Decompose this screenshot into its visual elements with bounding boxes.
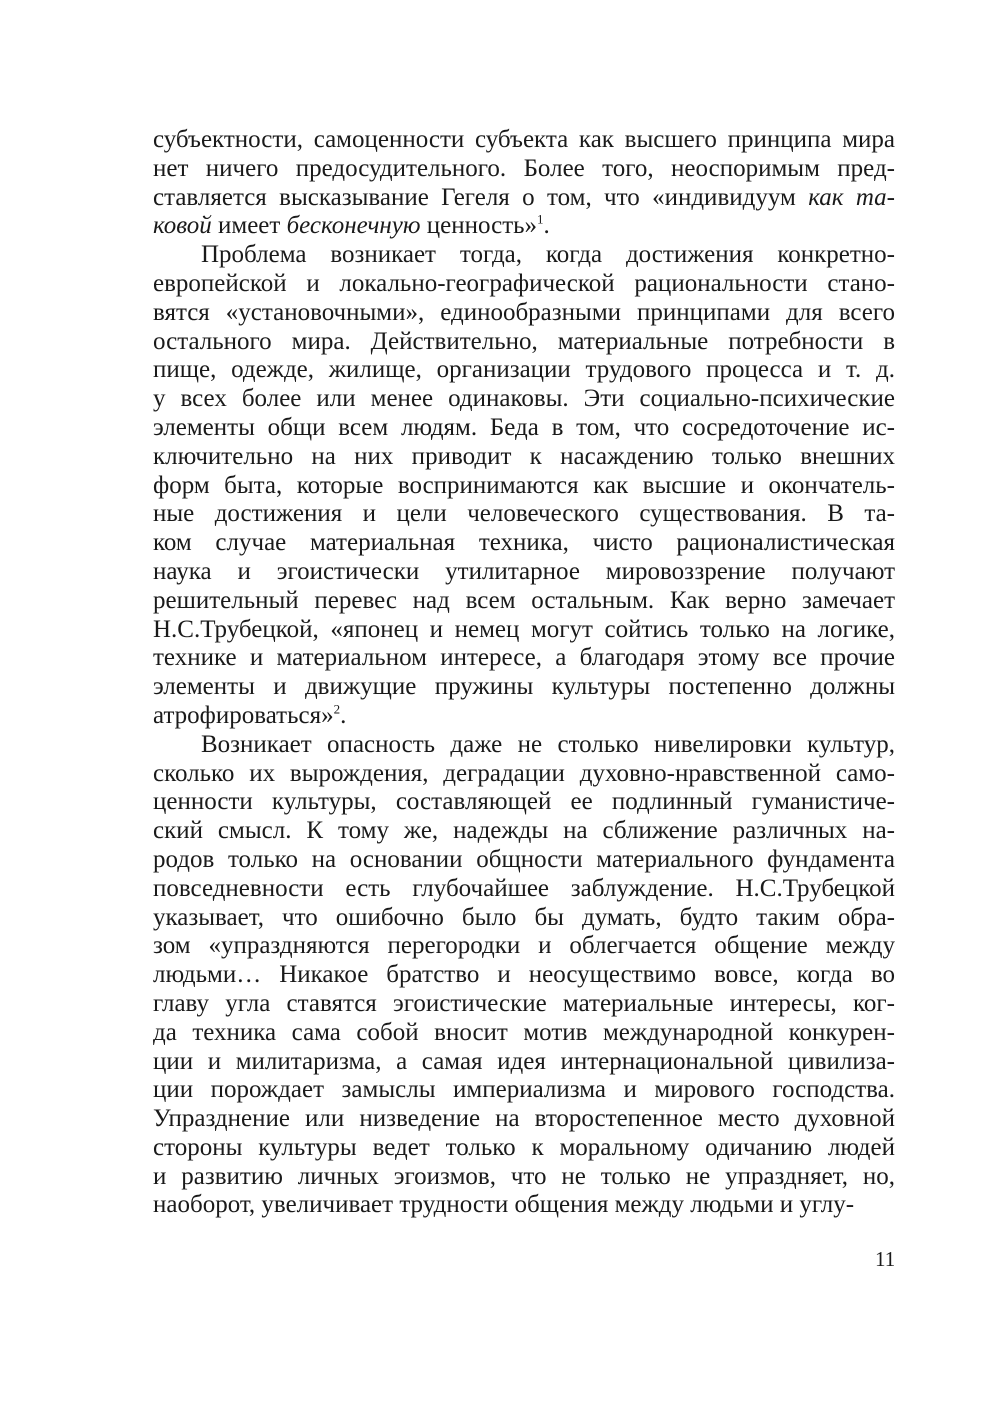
text-run: зом «упраздняются перегородки и облегчается общение между [153, 932, 895, 960]
italic-text: ковой [153, 212, 212, 240]
text-run: ценности культуры, составляющей ее подлинный гуманистиче- [153, 788, 895, 816]
text-run: технике и материальном интересе, а благодаря этому все прочие [153, 644, 895, 672]
italic-text: бесконечную [286, 212, 421, 240]
text-line [153, 558, 895, 587]
text-run: повседневности есть глубочайшее заблуждение. Н.С.Трубецкой [153, 874, 895, 902]
paragraph [153, 126, 895, 241]
text-run: главу угла ставятся эгоистические материальные интересы, ког- [153, 989, 895, 1017]
text-line [153, 414, 895, 443]
text-run: ставляется высказывание Гегеля о том, что «индивидуум [153, 183, 809, 211]
text-line [153, 500, 895, 529]
text-line [153, 961, 895, 990]
text-run: решительный перевес над всем остальным. Как верно замечает [153, 586, 895, 614]
text-run: сколько их вырождения, деградации духовно-нравственной само- [153, 759, 895, 787]
text-run: форм быта, которые воспринимаются как высшие и окончатель- [153, 471, 895, 499]
text-run: Упразднение или низведение на второстепенное место духовной [153, 1105, 895, 1133]
text-line [153, 788, 895, 817]
text-run: пище, одежде, жилище, организации трудового процесса и т. д. [153, 356, 895, 384]
text-line [153, 241, 895, 270]
text-run: родов только на основании общности материального фундамента [153, 845, 895, 873]
text-line [153, 846, 895, 875]
text-line [153, 587, 895, 616]
page-number: 11 [875, 1247, 896, 1271]
text-run: Проблема возникает тогда, когда достижения конкретно- [201, 241, 895, 269]
text-line [153, 299, 895, 328]
footnote-marker: 2 [333, 701, 341, 717]
text-line [153, 932, 895, 961]
text-line [153, 1191, 895, 1220]
text-line [153, 155, 895, 184]
text-run: стороны культуры ведет только к моральному одичанию людей [153, 1133, 895, 1161]
text-run: остального мира. Действительно, материальные потребности в [153, 327, 895, 355]
text-line [153, 1134, 895, 1163]
text-line [153, 616, 895, 645]
text-line [153, 1019, 895, 1048]
text-line [153, 904, 895, 933]
text-run: ции и милитаризма, а самая идея интернациональной цивилиза- [153, 1047, 895, 1075]
text-run: ком случае материальная техника, чисто рационалистическая [153, 529, 895, 557]
text-line [153, 529, 895, 558]
text-run: и развитию личных эгоизмов, что не только не упраздняет, но, [153, 1162, 895, 1190]
text-run: элементы общи всем людям. Беда в том, что сосредоточение ис- [153, 413, 895, 441]
text-run: ский смысл. К тому же, надежды на сближение различных на- [153, 817, 895, 845]
text-run: европейской и локально-географической рациональности стано- [153, 269, 895, 297]
text-line [153, 385, 895, 414]
text-run: указывает, что ошибочно было бы думать, будто таким обра- [153, 903, 895, 931]
text-line [153, 702, 895, 731]
text-line [153, 644, 895, 673]
body-text [153, 126, 895, 1220]
text-line [153, 990, 895, 1019]
footnote-marker: 1 [537, 212, 544, 228]
text-run: людьми… Никакое братство и неосуществимо вовсе, когда во [153, 961, 895, 989]
text-run: ключительно на них приводит к насаждению только внешних [153, 442, 895, 470]
text-run: Возникает опасность даже не столько нивелировки культур, [201, 730, 895, 758]
text-line [153, 270, 895, 299]
text-line [153, 212, 895, 241]
text-run: ценность» [420, 212, 538, 240]
text-line [153, 1076, 895, 1105]
italic-text: как та- [808, 183, 896, 211]
text-run: субъектности, самоценности субъекта как высшего принципа мира [153, 126, 895, 153]
text-line [153, 731, 895, 760]
text-line [153, 760, 895, 789]
text-run: имеет [211, 212, 287, 240]
text-run: . [340, 701, 347, 729]
text-run: ции порождает замыслы империализма и мирового господства. [153, 1076, 895, 1104]
text-line [153, 1105, 895, 1134]
text-line [153, 1048, 895, 1077]
text-line [153, 875, 895, 904]
text-line [153, 817, 895, 846]
text-line [153, 126, 895, 155]
text-run: нет ничего предосудительного. Более того, неоспоримым пред- [153, 154, 895, 182]
text-run: наука и эгоистически утилитарное мировоззрение получают [153, 557, 895, 585]
text-line [153, 673, 895, 702]
text-run: наоборот, увеличивает трудности общения между людьми и углу- [153, 1191, 855, 1219]
text-run: ные достижения и цели человеческого существования. В та- [153, 500, 895, 528]
text-run: . [543, 212, 550, 240]
paragraph [153, 731, 895, 1221]
text-line [153, 1163, 895, 1192]
paragraph [153, 241, 895, 731]
text-run: да техника сама собой вносит мотив международной конкурен- [153, 1018, 895, 1046]
text-run: вятся «установочными», единообразными принципами для всего [153, 298, 895, 326]
text-line [153, 356, 895, 385]
text-line [153, 184, 895, 213]
text-run: элементы и движущие пружины культуры постепенно должны [153, 673, 895, 701]
text-line [153, 472, 895, 501]
text-run: Н.С.Трубецкой, «японец и немец могут сойтись только на логике, [153, 615, 895, 643]
text-line [153, 328, 895, 357]
text-run: у всех более или менее одинаковы. Эти социально-психические [153, 385, 895, 413]
text-run: атрофироваться» [153, 701, 334, 729]
text-line [153, 443, 895, 472]
